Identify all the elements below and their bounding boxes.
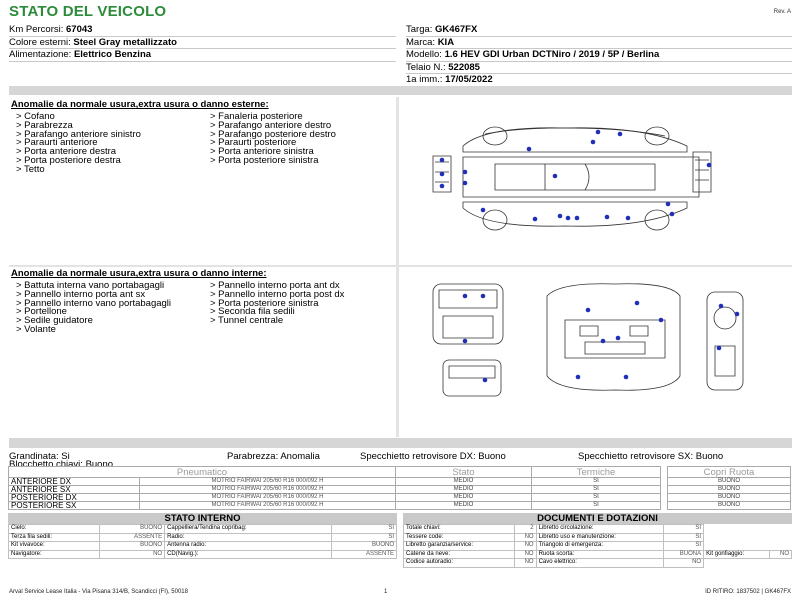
anomaly-item: > Portellone: [16, 306, 67, 318]
grid-row: [9, 550, 397, 559]
stato-col-header: Stato: [396, 467, 532, 478]
info-right: [406, 24, 792, 87]
grid-label: Cappelliera/Tendina copribag:: [165, 525, 332, 534]
grid-value: SI: [663, 542, 704, 551]
grid-label: Tessere code:: [404, 533, 515, 542]
info-row-alimentazione: Alimentazione: Elettrico Benzina: [9, 49, 396, 62]
tyre-pos-cell: POSTERIORE DX: [9, 494, 140, 502]
tyre-pos-cell: ANTERIORE SX: [9, 486, 140, 494]
external-col-1: [16, 113, 210, 175]
anomaly-item: > Pannello interno porta ant sx: [16, 288, 146, 300]
grid-value: SI: [663, 525, 704, 534]
anomaly-item: > Fanaleria posteriore: [210, 111, 303, 122]
anomaly-item: > Cofano: [16, 111, 55, 122]
copri-ruota-cell: BUONO: [668, 486, 791, 494]
footer-id: ID RITIRO: 1837502 | GK467FX: [705, 589, 791, 595]
grid-row: [404, 550, 792, 559]
external-col-2: [210, 113, 400, 175]
exterior-car-diagram: [425, 112, 725, 242]
grid-label: Libretto uso e manutenzione:: [536, 533, 663, 542]
exterior-damage-markers: [440, 130, 712, 222]
anomaly-item: > Porta posteriore sinistra: [210, 297, 319, 309]
grid-value: ASSENTE: [331, 550, 396, 559]
anomaly-item: > Sedile guidatore: [16, 315, 93, 327]
vertical-divider-2: [396, 267, 399, 437]
grid-label: Ruota scorta:: [536, 550, 663, 559]
grid-label: Libretto circolazione:: [536, 525, 663, 534]
external-anomalies-list: [16, 113, 400, 175]
tyre-termiche-cell: SI: [532, 494, 661, 502]
anomaly-item: > Porta posteriore destra: [16, 154, 121, 166]
termiche-col-header: Termiche: [532, 467, 661, 478]
tyre-table: [8, 466, 661, 510]
grid-label: Navigatore:: [9, 550, 100, 559]
documenti-box: [403, 513, 792, 568]
grid-value: NO: [99, 550, 164, 559]
info-row-km: Km Percorsi: 67043: [9, 24, 396, 37]
internal-col-1: [16, 282, 210, 335]
grid-label: Kit vivavoce:: [9, 542, 100, 551]
grid-value: BUONO: [331, 542, 396, 551]
tyre-desc-cell: MOTRIO FAIRWAI 205/60 R16 000/092 H: [140, 486, 396, 494]
grandinata-stat: Grandinata: Si: [9, 451, 70, 462]
anomaly-item: > Parafango anteriore sinistro: [16, 128, 141, 140]
trunk-view-outline: [433, 284, 503, 344]
grid-row: [9, 533, 397, 542]
anomaly-item: > Porta anteriore destra: [16, 146, 117, 158]
info-row-immatricolazione: 1a imm.: 17/05/2022: [406, 74, 792, 87]
grid-value: ASSENTE: [99, 533, 164, 542]
copri-ruota-cell: BUONO: [668, 478, 791, 486]
grid-label: Cielo:: [9, 525, 100, 534]
grid-label: Kit gonfiaggio:: [704, 550, 770, 559]
stato-interno-box: [8, 513, 397, 559]
stats-divider-bar: [9, 438, 792, 448]
grid-row: [9, 525, 397, 534]
tyre-pos-cell: POSTERIORE SX: [9, 502, 140, 510]
grid-label: Radio:: [165, 533, 332, 542]
grid-value: 2: [515, 525, 537, 534]
anomaly-item: > Paraurti anteriore: [16, 137, 98, 149]
grid-value: NO: [515, 533, 537, 542]
info-left: [9, 24, 396, 62]
specchietto-dx-stat: Specchietto retrovisore DX: Buono: [360, 451, 506, 462]
copri-ruota-cell: BUONO: [668, 494, 791, 502]
grid-label: Triangolo di emergenza:: [536, 542, 663, 551]
grid-row: [9, 542, 397, 551]
tyre-termiche-cell: SI: [532, 502, 661, 510]
tyre-row: [9, 502, 661, 510]
anomaly-item: > Volante: [16, 323, 56, 335]
specchietto-sx-stat: Specchietto retrovisore SX: Buono: [578, 451, 724, 462]
stato-interno-title: STATO INTERNO: [8, 513, 397, 524]
tyre-stato-cell: MEDIO: [396, 478, 532, 486]
tyre-termiche-cell: SI: [532, 478, 661, 486]
grid-row: [404, 525, 792, 534]
grid-label: Terza fila sedili:: [9, 533, 100, 542]
anomaly-item: > Paraurti posteriore: [210, 137, 297, 149]
bottom-side-outline: [463, 202, 687, 226]
grid-value: NO: [663, 559, 704, 568]
grid-value: BUONA: [663, 550, 704, 559]
documenti-grid: [403, 524, 792, 568]
anomaly-item: > Battuta interna vano portabagagli: [16, 280, 165, 291]
grid-label: Antenna radio:: [165, 542, 332, 551]
info-row-modello: Modello: 1.6 HEV GDI Urban DCTNiro / 2019 / 5P / Berlina: [406, 49, 792, 62]
anomaly-item: > Parafango anteriore destro: [210, 119, 332, 131]
grid-value: NO: [515, 550, 537, 559]
grid-row: [404, 533, 792, 542]
tyre-desc-cell: MOTRIO FAIRWAI 205/60 R16 000/092 H: [140, 494, 396, 502]
tyre-termiche-cell: SI: [532, 486, 661, 494]
anomaly-item: > Parafango posteriore destro: [210, 128, 336, 140]
tyre-row: [9, 494, 661, 502]
internal-col-2: [210, 282, 400, 335]
grid-label: CD(Navig.):: [165, 550, 332, 559]
anomaly-item: > Tunnel centrale: [210, 315, 284, 327]
page-title: STATO DEL VEICOLO: [9, 3, 167, 20]
divider-bar: [9, 86, 792, 95]
grid-label: Codice autoradio:: [404, 559, 515, 568]
grid-value: SI: [663, 533, 704, 542]
section-divider: [9, 265, 792, 267]
tyre-pos-cell: ANTERIORE DX: [9, 478, 140, 486]
info-row-targa: Targa: GK467FX: [406, 24, 792, 37]
anomaly-item: > Pannello interno porta ant dx: [210, 280, 340, 291]
external-anomalies-heading: Anomalie da normale usura,extra usura o danno esterne:: [11, 99, 269, 110]
footer-page-number: 1: [384, 589, 388, 595]
grid-label: Libretto garanzia/service:: [404, 542, 515, 551]
grid-row: [404, 542, 792, 551]
grid-value: SI: [331, 525, 396, 534]
grid-label: Cavo elettrico:: [536, 559, 663, 568]
stato-interno-grid: [8, 524, 397, 559]
anomaly-item: > Porta anteriore sinistra: [210, 146, 314, 158]
footer-company: Arval Service Lease Italia - Via Pisana 314/B, Scandicci (FI), 50018: [9, 589, 188, 595]
anomaly-item: > Pannello interno vano portabagagli: [16, 297, 172, 309]
external-anomalies-section: [11, 99, 269, 110]
grid-label: Catene da neve:: [404, 550, 515, 559]
internal-anomalies-section: [11, 268, 267, 279]
tyre-row: [9, 478, 661, 486]
anomaly-item: > Pannello interno porta post dx: [210, 288, 345, 300]
grid-value: NO: [515, 542, 537, 551]
tyre-stato-cell: MEDIO: [396, 486, 532, 494]
top-side-outline: [463, 128, 687, 152]
grid-value: BUONO: [99, 525, 164, 534]
grid-value: BUONO: [99, 542, 164, 551]
anomaly-item: > Parabrezza: [16, 119, 73, 131]
info-row-telaio: Telaio N.: 522085: [406, 62, 792, 75]
tyre-row: [9, 486, 661, 494]
tyre-stato-cell: MEDIO: [396, 494, 532, 502]
info-row-marca: Marca: KIA: [406, 37, 792, 50]
tyre-stato-cell: MEDIO: [396, 502, 532, 510]
info-row-colore: Colore esterni: Steel Gray metallizzato: [9, 37, 396, 50]
copri-ruota-cell: BUONO: [668, 502, 791, 510]
vertical-divider: [396, 97, 399, 265]
tyre-col-header: Pneumatico: [9, 467, 396, 478]
tyre-desc-cell: MOTRIO FAIRWAI 205/60 R16 000/092 H: [140, 478, 396, 486]
blocchetto-stat: Blocchetto chiavi: Buono: [9, 459, 114, 470]
documenti-title: DOCUMENTI E DOTAZIONI: [403, 513, 792, 524]
rear-view-outline: [693, 152, 711, 192]
anomaly-item: > Porta posteriore sinistra: [210, 154, 319, 166]
grid-label: Totale chiavi:: [404, 525, 515, 534]
interior-damage-markers: [463, 294, 740, 383]
copri-ruota-header: Copri Ruota: [668, 467, 791, 478]
grid-value: NO: [515, 559, 537, 568]
grid-value: SI: [331, 533, 396, 542]
grid-value: NO: [770, 550, 792, 559]
interior-car-diagram: [425, 276, 745, 401]
grid-row: [404, 559, 792, 568]
revision-label: Rev. A: [773, 9, 791, 15]
copri-ruota-table: [667, 466, 791, 510]
parabrezza-stat: Parabrezza: Anomalia: [227, 451, 320, 462]
anomaly-item: > Seconda fila sedili: [210, 306, 295, 318]
internal-anomalies-heading: Anomalie da normale usura,extra usura o danno interne:: [11, 268, 267, 279]
tyre-desc-cell: MOTRIO FAIRWAI 205/60 R16 000/092 H: [140, 502, 396, 510]
internal-anomalies-list: [16, 282, 400, 335]
cabin-view-outline: [547, 284, 680, 390]
anomaly-item: > Tetto: [16, 163, 45, 175]
